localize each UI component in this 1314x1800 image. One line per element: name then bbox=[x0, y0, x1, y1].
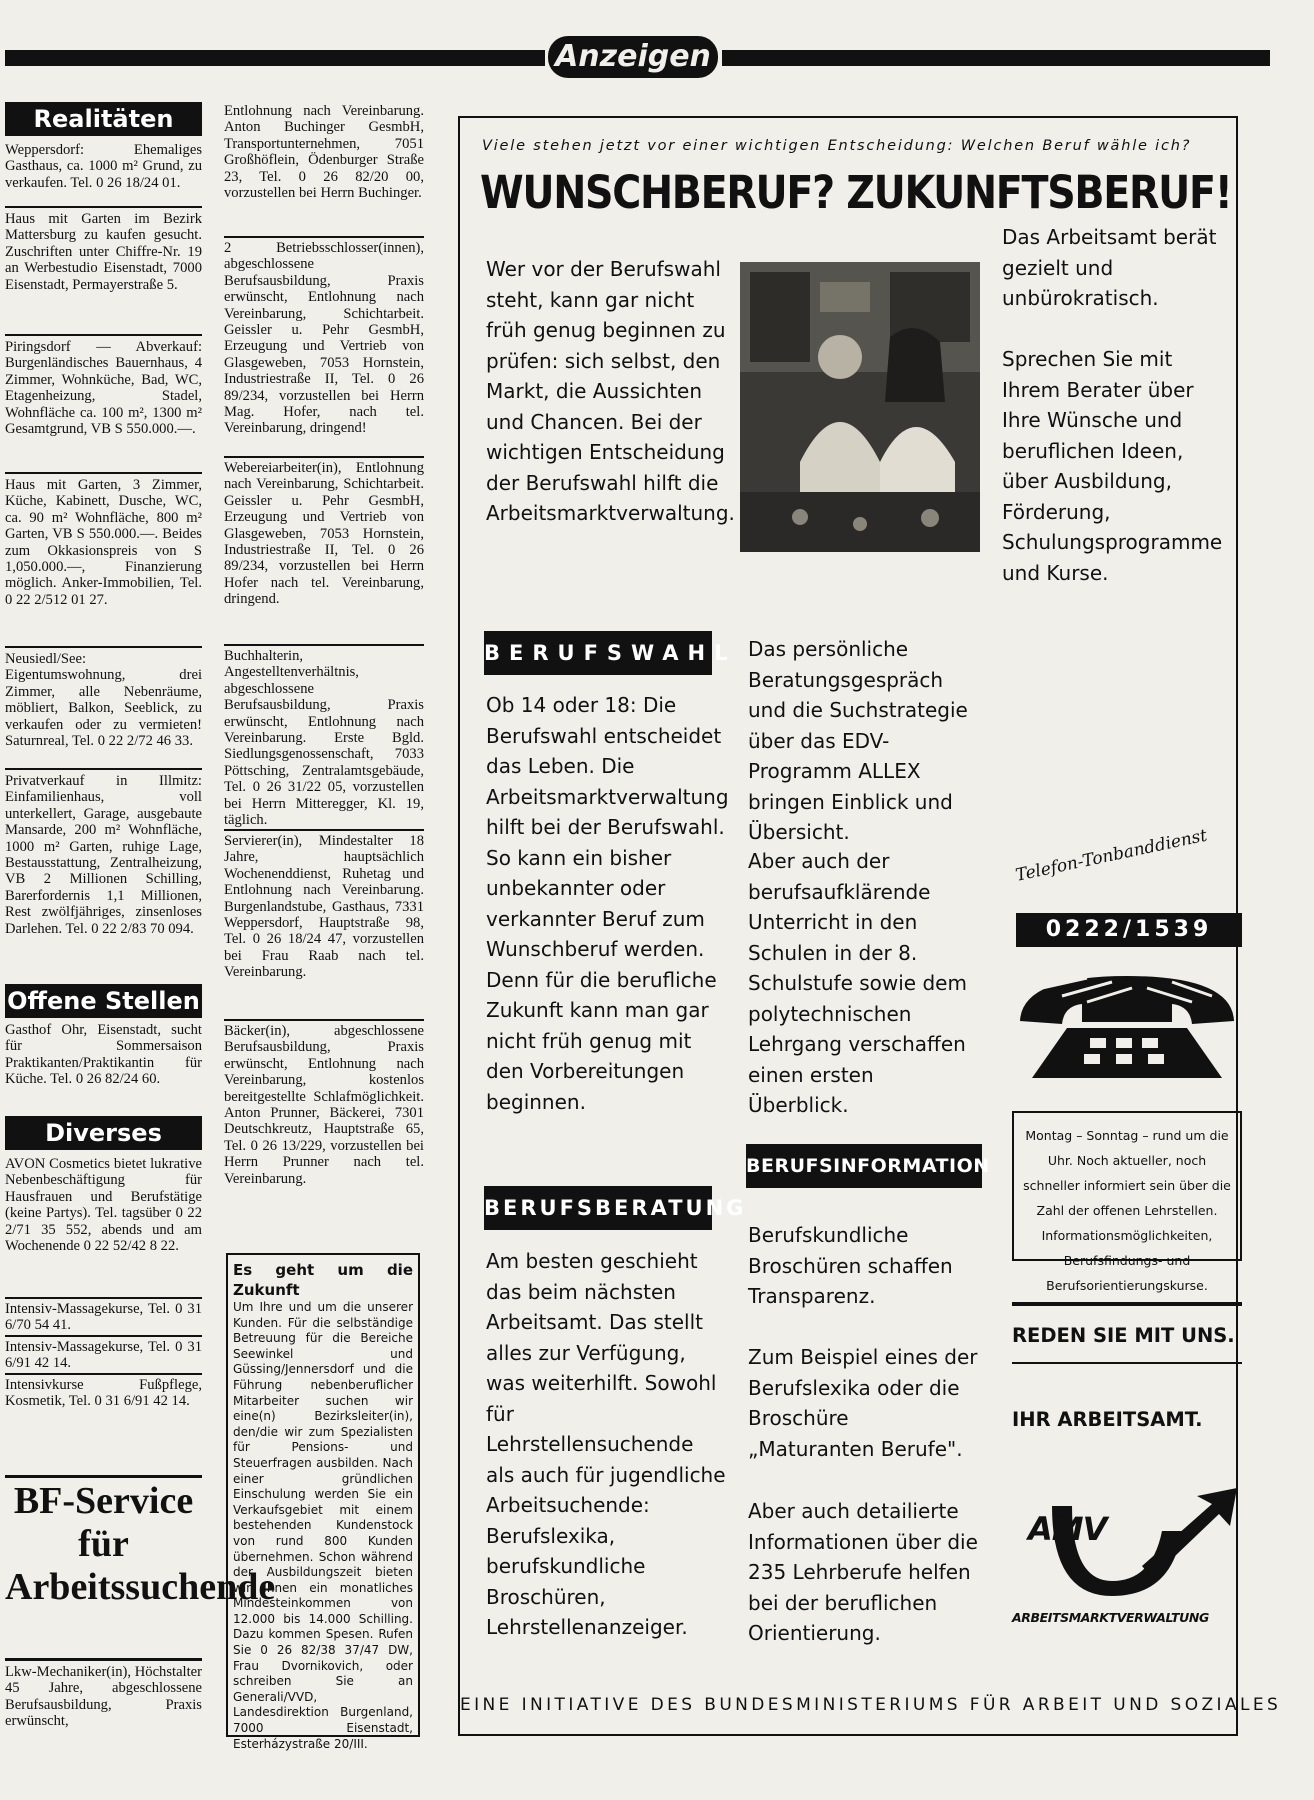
bf-service-heading: BF-Service für Arbeitssuchende bbox=[5, 1480, 276, 1608]
ad-haus-garten: Haus mit Garten, 3 Zimmer, Küche, Kabinett, Dusche, WC, ca. 90 m² Wohnfläche, 800 m² Garten, VB S 550.000.—. Beides zum Okkasionspreis von S 1,050.000.—, Finanzierung möglich. Anker-Immobilien, Tel. 0 22 2/512 01 27. bbox=[5, 477, 202, 608]
divider bbox=[5, 646, 202, 648]
divider bbox=[5, 472, 202, 474]
divider bbox=[5, 1297, 202, 1299]
divider bbox=[224, 644, 424, 646]
ad-avon: AVON Cosmetics bietet lukrative Nebenbeschäftigung für Hausfrauen und Berufstätige (keine Partys). Tel. tagsüber 0 22 2/71 35 552, abends und am Wochenende 0 22 52/42 8 22. bbox=[5, 1156, 202, 1255]
info-text-2: Zum Beispiel eines der Berufslexika oder die Broschüre „Maturanten Berufe". bbox=[748, 1345, 978, 1461]
headline: WUNSCHBERUF? ZUKUNFTSBERUF! bbox=[480, 166, 1232, 219]
divider bbox=[224, 456, 424, 458]
ad-servierer: Servierer(in), Mindestalter 18 Jahre, hauptsächlich Wochenenddienst, Ruhetag und Entlohnung nach Vereinbarung. Burgenlandstube, Gasthaus, 7331 Weppersdorf, Hauptstraße 98, Tel. 0 26 18/24 47, vorzustellen bei Frau Raab nach tel. Vereinbarung. bbox=[224, 833, 424, 981]
ad-betriebsschlosser: 2 Betriebsschlosser(innen), abgeschlossene Berufsausbildung, Praxis erwünscht, Entlohnung nach Vereinbarung, Schichtarbeit. Geissler u. Pehr GesmbH, Erzeugung und Vertrieb von Glasgeweben, 7053 Hornstein, Industriestraße II, Tel. 0 26 89/234, vorzustellen bei Herrn Mag. Hofer, nach tel. Vereinbarung, dringend! bbox=[224, 240, 424, 437]
section-title: Anzeigen bbox=[548, 36, 718, 78]
box-body: Um Ihre und um die unserer Kunden. Für die selbständige Betreuung für die Bereiche Seewinkel und Güssing/Jennersdorf und die Führung nebenberuflicher Mitarbeiter suchen wir eine(n) Bezirksleiter(in), den/die wir zum Spezialisten für Pensions- und Steuerfragen ausbilden. Nach einer gründlichen Einschulung werden Sie ein Verkaufsgebiet mit einem bestehenden Kundenstock von rund 800 Kunden übernehmen. Schon während der Ausbildungszeit bieten wir Ihnen ein monatliches Mindesteinkommen von 12.000 bis 14.000 Schilling. Dazu kommen Spesen. Rufen Sie 0 26 82/38 37/47 DW, Frau Dvornikovich, oder schreiben Sie an Generali/VVD, Landesdirektion Burgenland, 7000 Eisenstadt, Esterházystraße 20/III. bbox=[233, 1300, 413, 1751]
phone-number: 0222/1539 bbox=[1016, 913, 1242, 947]
mid-text-2: Aber auch der berufsaufklärende Unterricht in den Schulen in der 8. Schulstufe sowie dem polytechnischen Lehrgang verschaffen einen ersten Überblick. bbox=[748, 849, 967, 1117]
divider bbox=[5, 1658, 202, 1661]
left-intro-text: Wer vor der Berufswahl steht, kann gar nicht früh genug beginnen zu prüfen: sich selbst, den Markt, die Aussichten und Chancen. Bei der wichtigen Entscheidung der Berufswahl hilft die Arbeitsmarktverwaltung. bbox=[486, 257, 735, 525]
header-bar-right bbox=[722, 50, 1270, 66]
label-berufsinformation: BERUFSINFORMATION bbox=[746, 1144, 982, 1188]
info-text-1: Berufskundliche Broschüren schaffen Transparenz. bbox=[748, 1223, 953, 1308]
berufsberatung-text: Am besten geschieht das beim nächsten Arbeitsamt. Das stellt alles zur Verfügung, was weiterhilft. Sowohl für Lehrstellensuchende als auch für jugendliche Arbeitsuchende: Berufslexika, berufskundliche Broschüren, Lehrstellenanzeiger. bbox=[486, 1249, 726, 1639]
right-text-2: Sprechen Sie mit Ihrem Berater über Ihre Wünsche und beruflichen Ideen, über Ausbildung, Förderung, Schulungsprogramme und Kurse. bbox=[1002, 347, 1223, 585]
arbeitsamt-advert bbox=[458, 116, 1282, 1736]
section-offene-stellen: Offene Stellen bbox=[5, 984, 202, 1018]
photo-illustration bbox=[740, 262, 980, 552]
info-text-3: Aber auch detailierte Informationen über die 235 Lehrberufe helfen bei der beruflichen Orientierung. bbox=[748, 1499, 978, 1645]
ad-buchhalterin: Buchhalterin, Angestelltenverhältnis, abgeschlossene Berufsausbildung, Praxis erwünscht, Entlohnung nach Vereinbarung. Erste Bgld. Siedlungsgenossenschaft, 7033 Pöttsching, Zentralamtsgebäude, Tel. 0 26 31/22 05, vorzustellen bei Herrn Mitteregger, Kl. 19, täglich. bbox=[224, 648, 424, 829]
label-berufsberatung: BERUFSBERATUNG bbox=[484, 1186, 712, 1230]
divider bbox=[224, 1019, 424, 1021]
telephone-icon bbox=[1012, 966, 1242, 1086]
divider bbox=[5, 768, 202, 770]
ad-haus-mattersburg: Haus mit Garten im Bezirk Mattersburg zu kaufen gesucht. Zuschriften unter Chiffre-Nr. 19 an Werbestudio Eisenstadt, 7000 Eisenstadt, Permayerstraße 5. bbox=[5, 211, 202, 293]
divider bbox=[5, 1475, 202, 1478]
info-box: Montag – Sonntag – rund um die Uhr. Noch aktueller, noch schneller informiert sein über die Zahl der offenen Lehrstellen. Informationsmöglichkeiten, Berufsfindungs- und Berufsorientierungskurse. bbox=[1012, 1111, 1242, 1261]
ad-massage-2: Intensiv-Massagekurse, Tel. 0 31 6/91 42 14. bbox=[5, 1339, 202, 1372]
mid-text-1: Das persönliche Beratungsgespräch und die Suchstrategie über das EDV-Programm ALLEX bringen Einblick und Übersicht. bbox=[748, 637, 968, 844]
divider bbox=[5, 1373, 202, 1375]
ad-webereiarbeiter: Webereiarbeiter(in), Entlohnung nach Vereinbarung, Schichtarbeit. Geissler u. Pehr GesmbH, Erzeugung und Vertrieb von Glasgeweben, 7053 Hornstein, Industriestraße II, Tel. 0 26 89/234, vorzustellen bei Herrn Hofer nach tel. Vereinbarung, dringend. bbox=[224, 460, 424, 608]
divider bbox=[1012, 1362, 1242, 1364]
footer-initiative: EINE INITIATIVE DES BUNDESMINISTERIUMS FÜR ARBEIT UND SOZIALES bbox=[460, 1695, 1282, 1715]
ad-massage-1: Intensiv-Massagekurse, Tel. 0 31 6/70 54 41. bbox=[5, 1301, 202, 1334]
intro-line: Viele stehen jetzt vor einer wichtigen Entscheidung: Welchen Beruf wähle ich? bbox=[482, 138, 1192, 154]
divider bbox=[5, 1335, 202, 1337]
divider bbox=[5, 334, 202, 336]
ad-piringsdorf: Piringsdorf — Abverkauf: Burgenländisches Bauernhaus, 4 Zimmer, Wohnküche, Bad, WC, Etagenheizung, Stadel, Wohnfläche ca. 100 m², 1300 m² Gesamtgrund, VB S 550.000.—. bbox=[5, 339, 202, 438]
amv-logo-subtitle: ARBEITSMARKTVERWALTUNG bbox=[1012, 1610, 1209, 1625]
ihr-arbeitsamt: IHR ARBEITSAMT. bbox=[1012, 1408, 1203, 1431]
phone-service-label: Telefon-Tonbanddienst bbox=[1013, 825, 1209, 886]
ad-buchinger: Entlohnung nach Vereinbarung. Anton Buchinger GesmbH, Transportunternehmen, 7051 Großhöflein, Ödenburger Straße 23, Tel. 0 26 82/20 00, vorzustellen bei Herrn Buchinger. bbox=[224, 103, 424, 202]
divider bbox=[224, 236, 424, 238]
divider bbox=[224, 829, 424, 831]
ad-gasthof-ohr: Gasthof Ohr, Eisenstadt, sucht für Sommersaison Praktikanten/Praktikantin für Küche. Tel. 0 26 82/24 60. bbox=[5, 1022, 202, 1088]
label-berufswahl: BERUFSWAHL bbox=[484, 631, 712, 675]
right-text-1: Das Arbeitsamt berät gezielt und unbürokratisch. bbox=[1002, 225, 1217, 310]
amv-logo-letters: AMV bbox=[1028, 1510, 1107, 1548]
ad-fusspflege: Intensivkurse Fußpflege, Kosmetik, Tel. 0 31 6/91 42 14. bbox=[5, 1377, 202, 1410]
berufswahl-text: Ob 14 oder 18: Die Berufswahl entscheidet das Leben. Die Arbeitsmarktverwaltung hilft bei der Berufswahl. So kann ein bisher unbekannter oder verkannter Beruf zum Wunschberuf werden. Denn für die berufliche Zukunft kann man gar nicht früh genug mit den Vorbereitungen beginnen. bbox=[486, 693, 729, 1114]
reden-sie-mit-uns: REDEN SIE MIT UNS. bbox=[1012, 1324, 1235, 1347]
ad-neusiedl: Neusiedl/See: Eigentumswohnung, drei Zimmer, alle Nebenräume, möbliert, Balkon, Seeblick, zu verkaufen oder zu vermieten! Saturnreal, Tel. 0 22 2/72 46 33. bbox=[5, 651, 202, 750]
box-title: Es geht um die Zukunft bbox=[233, 1261, 413, 1299]
section-diverses: Diverses bbox=[5, 1116, 202, 1150]
divider bbox=[5, 206, 202, 208]
ad-baecker: Bäcker(in), abgeschlossene Berufsausbildung, Praxis erwünscht, Entlohnung nach Vereinbarung, kostenlos bereitgestellte Schlafmöglichkeit. Anton Prunner, Bäckerei, 7301 Deutschkreutz, Hauptstraße 65, Tel. 0 26 13/229, vorzustellen bei Herrn Prunner nach tel. Vereinbarung. bbox=[224, 1023, 424, 1187]
ad-illmitz: Privatverkauf in Illmitz: Einfamilienhaus, voll unterkellert, Garage, ausgebaute Mansarde, 200 m² Wohnfläche, 1000 m² Garten, ruhige Lage, Bestausstattung, Zentralheizung, VB 2 Millionen Schilling, Barerfordernis 1,1 Millionen, Rest zwölfjähriges, zinsenloses Darlehen. Tel. 0 22 2/83 70 094. bbox=[5, 773, 202, 937]
ad-generali-box bbox=[226, 1253, 420, 1751]
ad-lkw-mechaniker: Lkw-Mechaniker(in), Höchstalter 45 Jahre, abgeschlossene Berufsausbildung, Praxis erwünscht, bbox=[5, 1664, 202, 1730]
section-realitaeten: Realitäten bbox=[5, 102, 202, 136]
header-bar-left bbox=[5, 50, 545, 66]
photo-couple bbox=[740, 262, 980, 552]
ad-weppersdorf: Weppersdorf: Ehemaliges Gasthaus, ca. 1000 m² Grund, zu verkaufen. Tel. 0 26 18/24 01. bbox=[5, 142, 202, 191]
divider bbox=[1012, 1302, 1242, 1306]
